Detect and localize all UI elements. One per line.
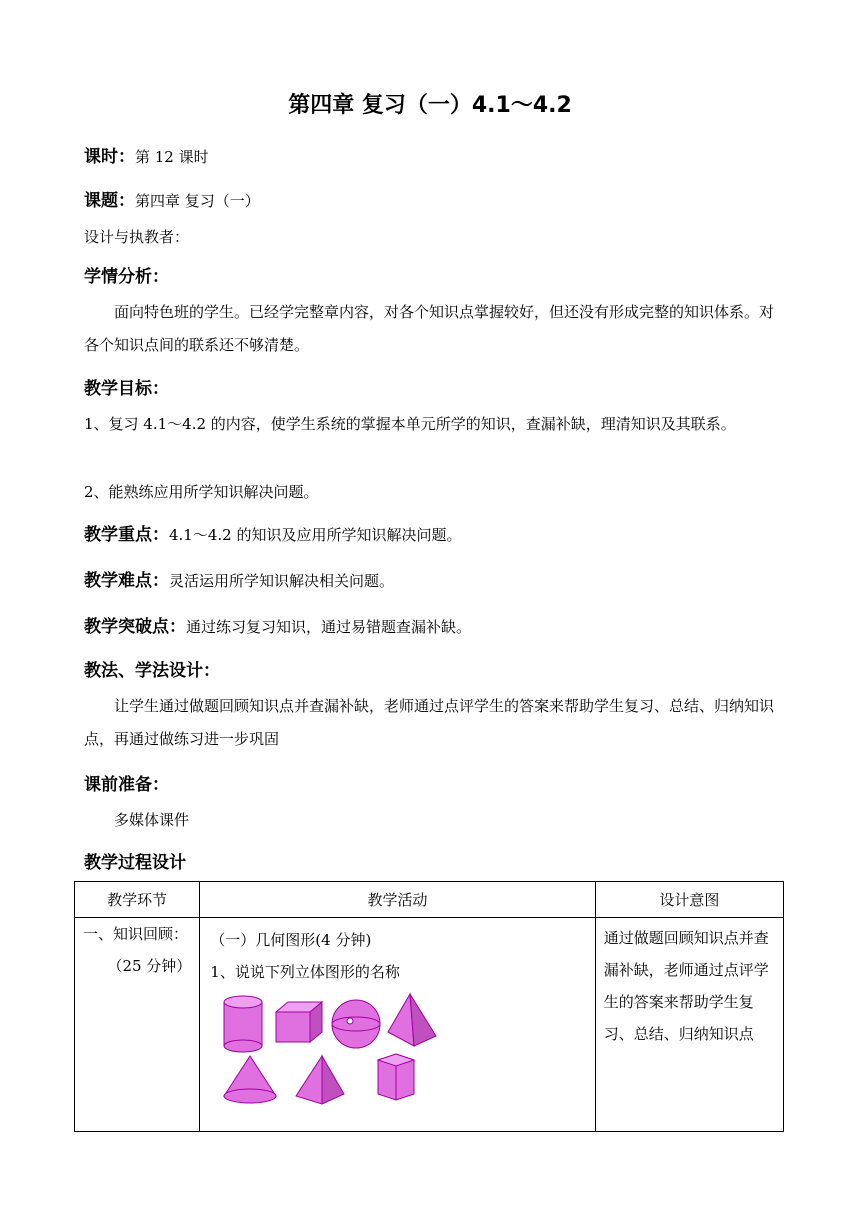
methods-heading: 教法、学法设计： [84,661,220,681]
intent-cell: 通过做题回顾知识点并查漏补缺，老师通过点评学生的答案来帮助学生复习、总结、归纳知识点 [595,918,783,1132]
breakthrough-line [84,612,471,637]
cylinder-icon [224,996,262,1052]
topic-label: 课题： [84,191,135,211]
objectives-heading: 教学目标： [84,379,169,399]
process-heading: 教学过程设计 [84,853,186,873]
table-header-row [75,882,784,918]
page-title: 第四章 复习（一）4.1～4.2 [288,93,572,118]
designer-line: 设计与执教者： [84,228,190,246]
objective-item-2: 2、能熟练应用所学知识解决问题。 [84,483,319,501]
analysis-heading: 学情分析： [84,267,169,287]
header-activity: 教学活动 [200,882,595,918]
stage-name: 一、知识回顾： [83,925,189,943]
cuboid-icon [276,1002,322,1042]
prep-text: 多媒体课件 [114,811,190,829]
header-stage: 教学环节 [75,882,200,918]
activity-title: （一）几何图形(4 分钟) [210,931,372,949]
process-table [74,881,784,1132]
objective-item-1: 1、复习 4.1～4.2 的内容，使学生系统的掌握本单元所学的知识，查漏补缺，理清知识及其联系。 [84,415,736,433]
cone-icon [224,1056,276,1103]
square-pyramid-icon [296,1056,344,1104]
sphere-icon [332,1000,380,1048]
activity-question: 1、说说下列立体图形的名称 [210,963,400,981]
header-intent: 设计意图 [595,882,783,918]
breakthrough-label: 教学突破点： [84,617,186,637]
difficulties-line [84,566,394,591]
prep-heading: 课前准备： [84,775,169,795]
solid-shapes-figure [210,992,450,1110]
table-row [75,918,784,1132]
difficulties-value: 灵活运用所学知识解决相关问题。 [169,572,395,590]
difficulties-label: 教学难点： [84,571,169,591]
stage-cell [75,918,200,1132]
activity-cell [200,918,595,1132]
analysis-text: 面向特色班的学生。已经学完整章内容，对各个知识点掌握较好，但还没有形成完整的知识体系。对各个知识点间的联系还不够清楚。 [84,303,775,354]
key-points-line [84,520,461,545]
stage-time: （25 分钟） [107,957,192,975]
topic-line [84,186,260,211]
topic-value: 第四章 复习（一） [135,192,260,210]
methods-text: 让学生通过做题回顾知识点并查漏补缺，老师通过点评学生的答案来帮助学生复习、总结、归纳知识点，再通过做练习进一步巩固 [84,697,775,748]
period-label: 课时： [84,147,135,167]
key-points-label: 教学重点： [84,525,169,545]
breakthrough-value: 通过练习复习知识，通过易错题查漏补缺。 [186,618,472,636]
pyramid-icon [388,994,436,1046]
key-points-value: 4.1～4.2 的知识及应用所学知识解决问题。 [169,526,462,544]
period-value: 第 12 课时 [135,148,209,166]
period-line [84,142,209,167]
hexagonal-prism-icon [378,1054,414,1100]
